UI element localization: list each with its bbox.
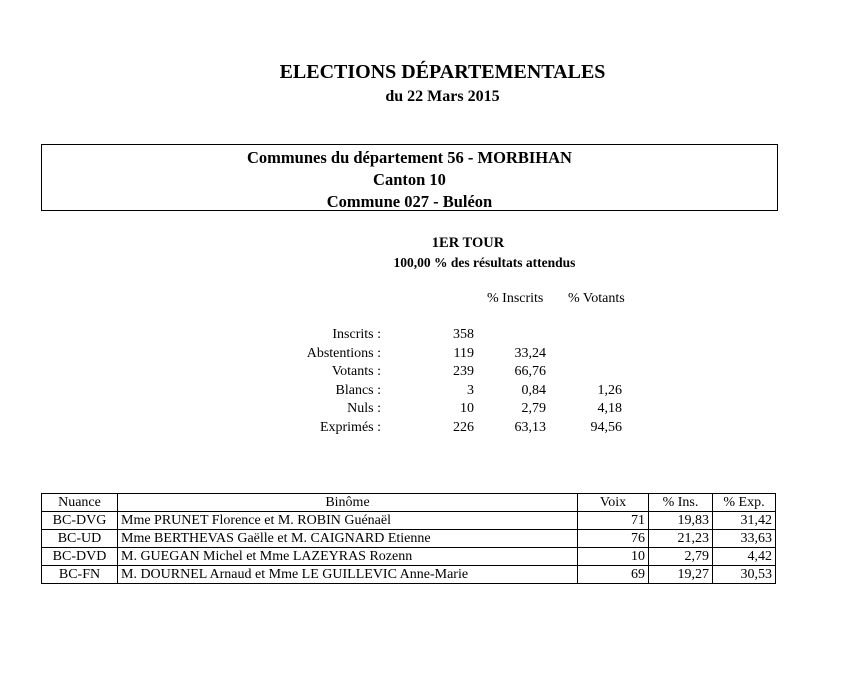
cell-nuance: BC-UD [42,530,118,548]
stat-pct-inscrits: 2,79 [521,401,546,416]
cell-binome: M. DOURNEL Arnaud et Mme LE GUILLEVIC Anne-Marie [118,566,578,584]
results-header-row [42,494,776,512]
stat-pct-inscrits: 63,13 [514,419,546,435]
stat-pct-inscrits: 66,76 [514,364,546,379]
stat-value: 358 [453,327,474,342]
cell-voix: 71 [578,512,649,530]
cell-pct-ins: 19,27 [649,566,713,584]
cell-voix: 76 [578,530,649,548]
table-row [42,548,776,566]
stat-pct-votants: 1,26 [597,382,622,398]
header-pct-ins: % Ins. [649,494,713,512]
departement-label: Communes du département 56 - MORBIHAN [247,148,572,167]
cell-pct-ins: 2,79 [649,548,713,566]
header-pct-exp: % Exp. [713,494,776,512]
header-binome: Binôme [118,494,578,512]
cell-nuance: BC-FN [42,566,118,584]
cell-pct-exp: 4,42 [713,548,776,566]
page-title: ELECTIONS DÉPARTEMENTALES [279,61,606,83]
table-row [42,530,776,548]
col-header-pct-votants: % Votants [568,291,625,306]
cell-voix: 10 [578,548,649,566]
cell-binome: Mme PRUNET Florence et M. ROBIN Guénaël [118,512,578,530]
cell-binome: M. GUEGAN Michel et Mme LAZEYRAS Rozenn [118,548,578,566]
commune-label: Commune 027 - Buléon [326,192,493,211]
header-nuance: Nuance [42,494,118,512]
stat-label: Abstentions : [306,345,381,361]
stat-label: Inscrits : [332,327,381,342]
stat-label: Votants : [331,364,381,379]
stat-value: 239 [453,364,474,379]
cell-nuance: BC-DVG [42,512,118,530]
results-progress: 100,00 % des résultats attendus [393,255,576,270]
stat-pct-inscrits: 0,84 [521,382,546,398]
stat-label: Blancs : [335,382,381,398]
header-voix: Voix [578,494,649,512]
cell-pct-exp: 33,63 [713,530,776,548]
stat-value: 119 [453,345,474,361]
stat-label: Nuls : [347,401,381,416]
stat-label: Exprimés : [319,419,381,435]
cell-nuance: BC-DVD [42,548,118,566]
stat-value: 10 [460,401,474,416]
tour-label: 1ER TOUR [431,235,505,251]
stat-value: 3 [467,382,474,398]
results-table [41,493,776,584]
table-row [42,566,776,584]
stat-value: 226 [453,419,474,435]
stat-pct-votants: 94,56 [590,419,622,435]
election-date: du 22 Mars 2015 [385,88,500,105]
table-row [42,512,776,530]
cell-binome: Mme BERTHEVAS Gaëlle et M. CAIGNARD Etienne [118,530,578,548]
cell-pct-ins: 19,83 [649,512,713,530]
canton-label: Canton 10 [373,170,446,189]
col-header-pct-inscrits: % Inscrits [487,291,544,306]
cell-voix: 69 [578,566,649,584]
cell-pct-ins: 21,23 [649,530,713,548]
stat-pct-inscrits: 33,24 [514,345,546,361]
cell-pct-exp: 30,53 [713,566,776,584]
location-box [41,144,778,211]
cell-pct-exp: 31,42 [713,512,776,530]
stat-pct-votants: 4,18 [597,401,622,416]
